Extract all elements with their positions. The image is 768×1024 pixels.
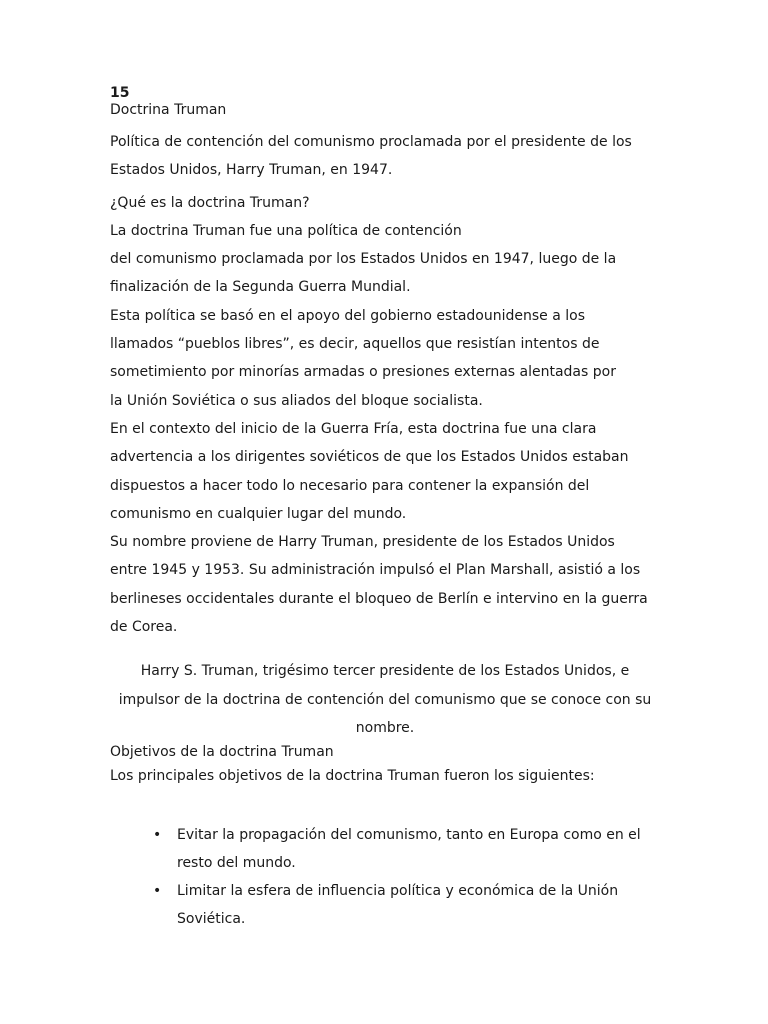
text-line: sometimiento por minorías armadas o presiones externas alentadas por bbox=[110, 364, 616, 381]
intro-paragraph bbox=[110, 128, 670, 185]
document-page bbox=[110, 84, 670, 934]
objectives-heading: Objetivos de la doctrina Truman bbox=[110, 744, 334, 761]
list-item-line: Limitar la esfera de influencia política y económica de la Unión bbox=[177, 883, 619, 900]
text-line: Política de contención del comunismo proclamada por el presidente de los bbox=[110, 134, 632, 150]
text-line: La doctrina Truman fue una política de contención bbox=[110, 222, 462, 239]
text-line: berlineses occidentales durante el bloqueo de Berlín e intervino en la guerra bbox=[110, 590, 648, 607]
text-line: Su nombre proviene de Harry Truman, presidente de los Estados Unidos bbox=[110, 534, 615, 551]
list-item-line: Soviética. bbox=[177, 911, 246, 928]
list-item bbox=[110, 821, 670, 878]
caption-line: Harry S. Truman, trigésimo tercer presidente de los Estados Unidos, e bbox=[140, 663, 630, 680]
caption-line: nombre. bbox=[355, 719, 415, 736]
caption-line: impulsor de la doctrina de contención del comunismo que se conoce con su bbox=[118, 691, 652, 708]
body-text bbox=[110, 217, 670, 641]
list-item-line: resto del mundo. bbox=[177, 854, 296, 871]
text-line: entre 1945 y 1953. Su administración impulsó el Plan Marshall, asistió a los bbox=[110, 562, 641, 579]
bullet-icon: • bbox=[153, 883, 162, 900]
text-line: comunismo en cualquier lugar del mundo. bbox=[110, 505, 407, 522]
text-line: de Corea. bbox=[110, 619, 178, 636]
text-line: dispuestos a hacer todo lo necesario para contener la expansión del bbox=[110, 477, 590, 494]
list-item bbox=[110, 877, 670, 934]
page-number: 15 bbox=[110, 85, 130, 101]
text-line: llamados “pueblos libres”, es decir, aquellos que resistían intentos de bbox=[110, 336, 600, 353]
text-line: Esta política se basó en el apoyo del gobierno estadounidense a los bbox=[110, 307, 586, 324]
text-line: advertencia a los dirigentes soviéticos de que los Estados Unidos estaban bbox=[110, 449, 629, 466]
document-title: Doctrina Truman bbox=[110, 102, 227, 118]
image-caption bbox=[110, 657, 660, 742]
text-line: del comunismo proclamada por los Estados Unidos en 1947, luego de la bbox=[110, 251, 617, 268]
text-line: finalización de la Segunda Guerra Mundial. bbox=[110, 279, 411, 296]
objectives-intro: Los principales objetivos de la doctrina Truman fueron los siguientes: bbox=[110, 768, 595, 785]
text-line: Estados Unidos, Harry Truman, en 1947. bbox=[110, 162, 393, 179]
section-question: ¿Qué es la doctrina Truman? bbox=[110, 194, 310, 211]
bullet-icon: • bbox=[153, 826, 162, 843]
text-line: la Unión Soviética o sus aliados del bloque socialista. bbox=[110, 392, 483, 409]
objectives-list bbox=[110, 821, 670, 934]
text-line: En el contexto del inicio de la Guerra Fría, esta doctrina fue una clara bbox=[110, 420, 597, 437]
list-item-line: Evitar la propagación del comunismo, tanto en Europa como en el bbox=[177, 826, 641, 843]
